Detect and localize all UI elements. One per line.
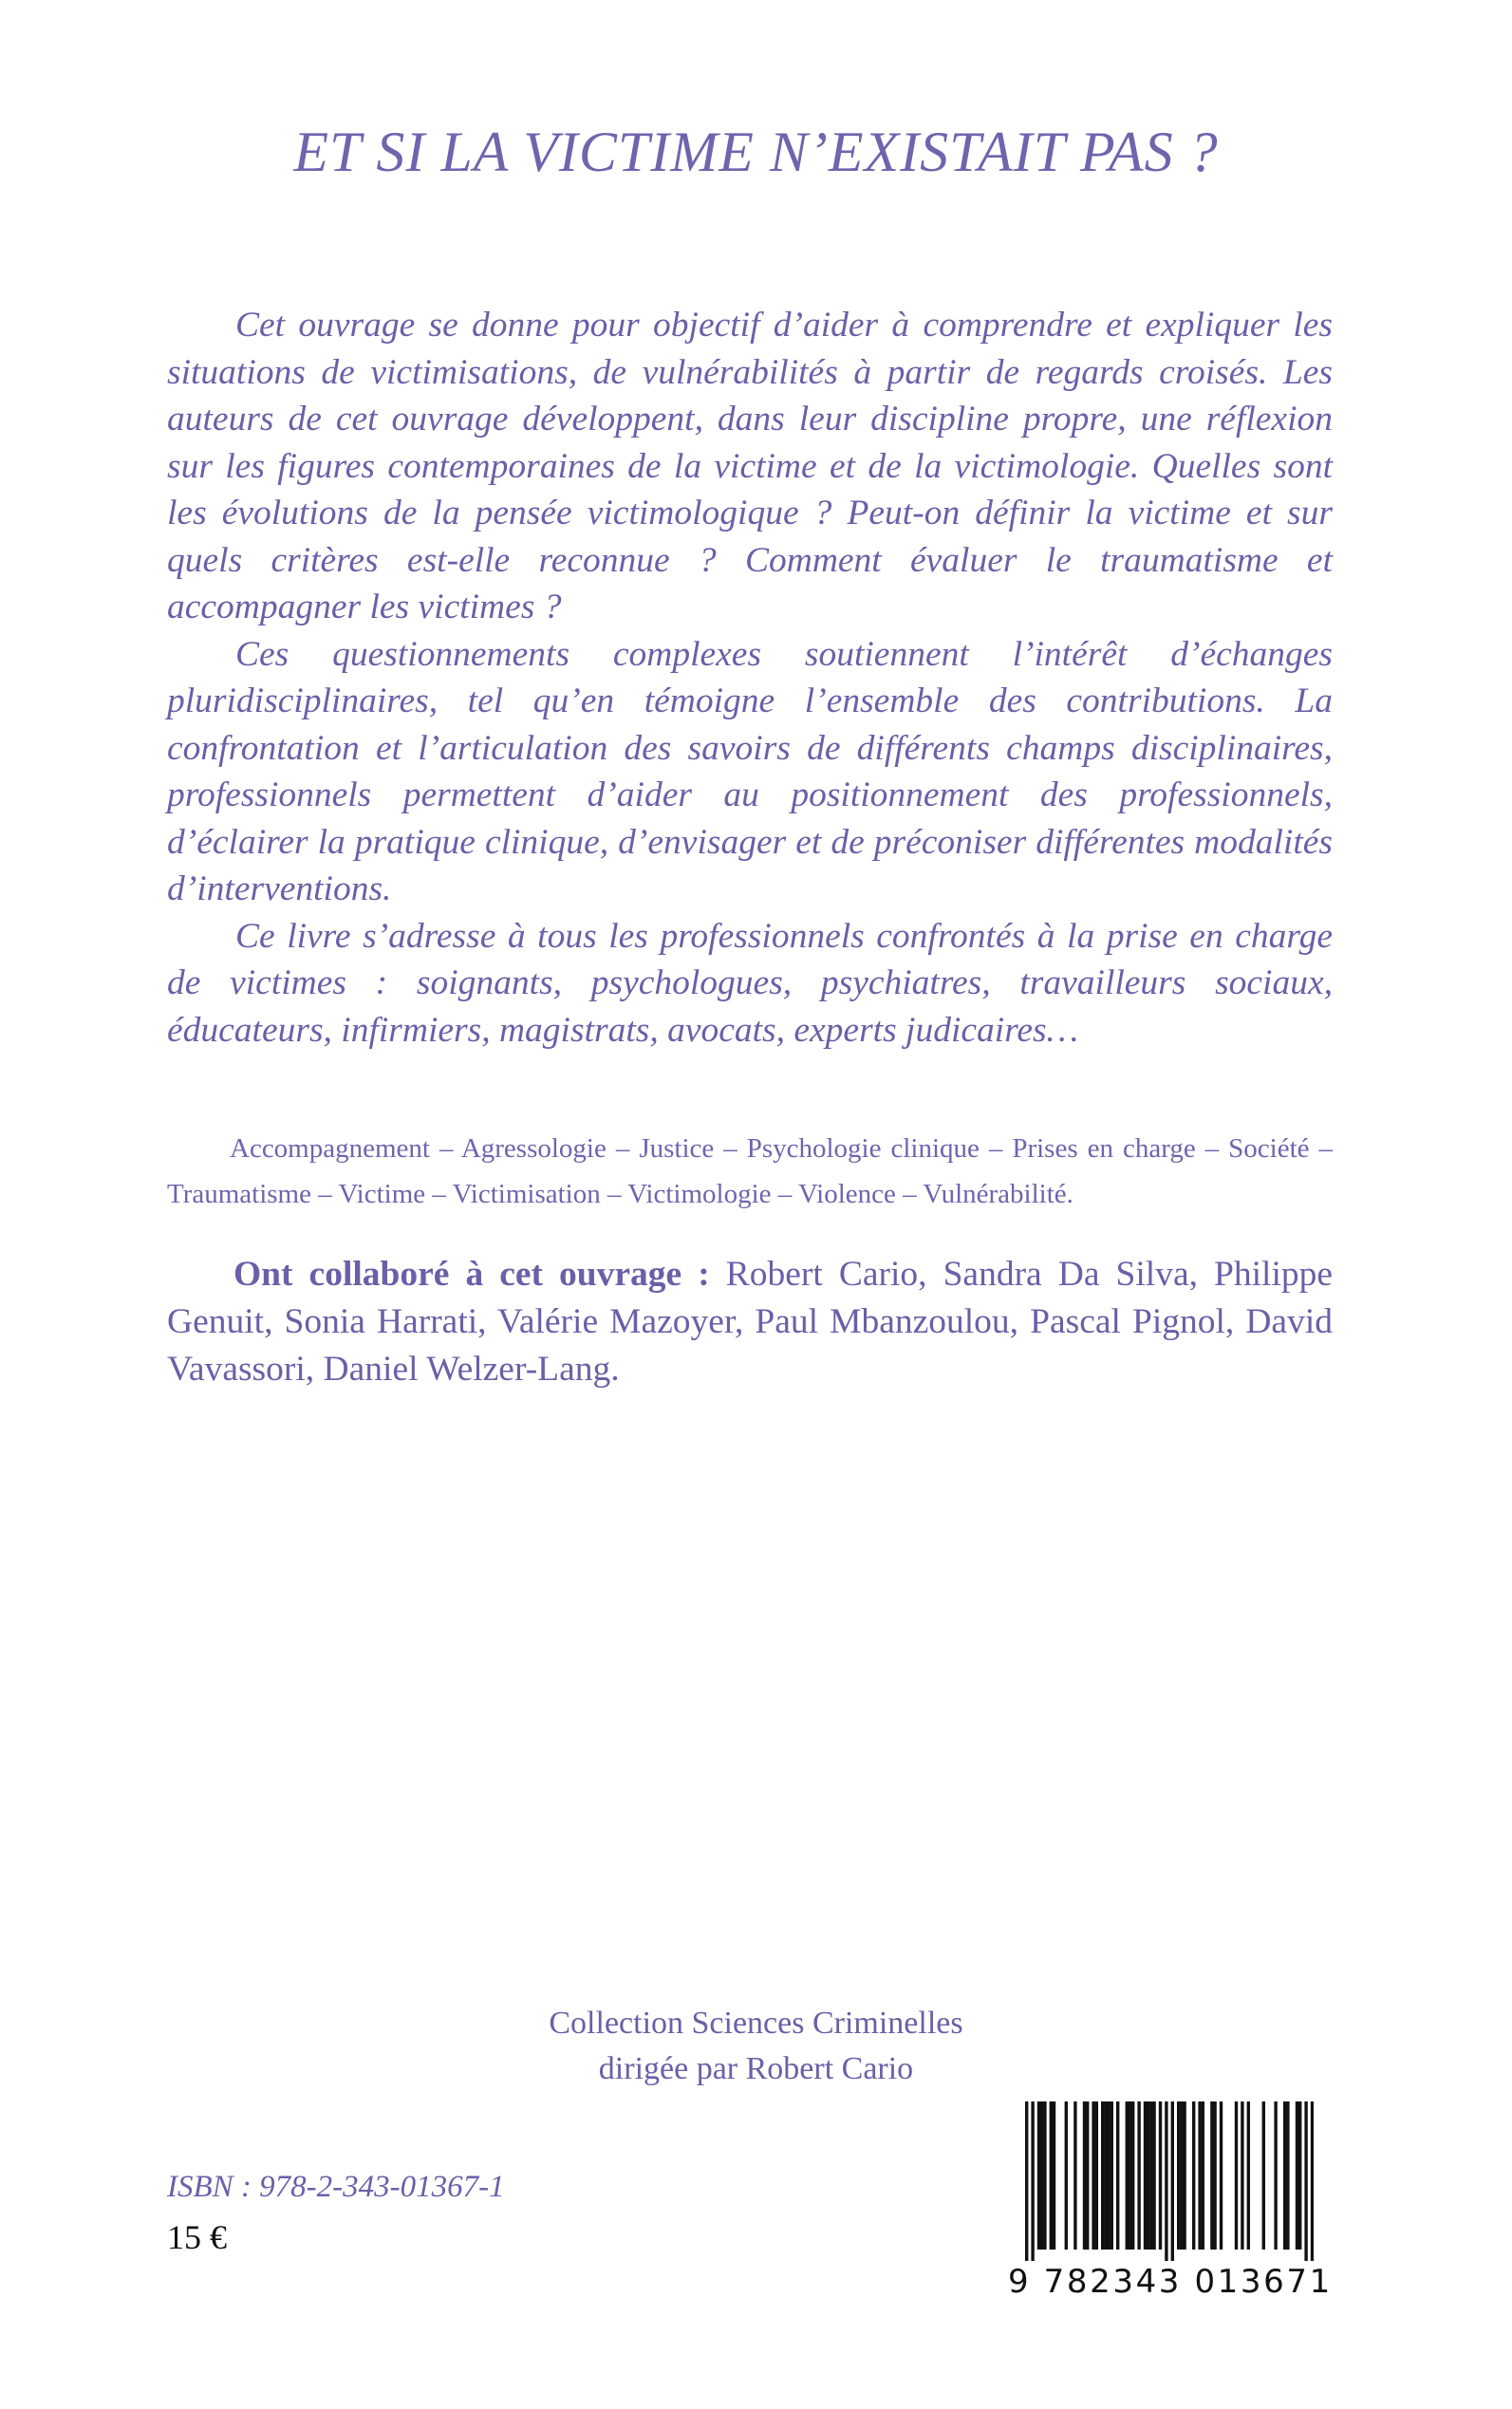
barcode-bars <box>1025 2101 1314 2261</box>
summary-paragraph-1: Cet ouvrage se donne pour objectif d’aider à comprendre et expliquer les situations de victimisations, de vulnérabilités à partir de regards croisés. Les auteurs de cet ouvrage développent, dans leur discipline propre, une réflexion sur les figures contemporaines de la victime et de la victimologie. Quelles sont les évolutions de la pensée victimologique ? Peut-on définir la victime et sur quels critères est-elle reconnue ? Comment évaluer le traumatisme et accompagner les victimes ? <box>167 306 1333 626</box>
barcode-bar <box>1095 2101 1098 2250</box>
barcode-bar <box>1144 2101 1147 2250</box>
barcode-bar <box>1092 2101 1094 2250</box>
barcode-bar <box>1083 2101 1086 2250</box>
barcode-bar <box>1262 2101 1265 2250</box>
barcode-bar <box>1101 2101 1104 2250</box>
barcode-image <box>1025 2101 1314 2261</box>
barcode-bar <box>1198 2101 1201 2250</box>
barcode-bar <box>1210 2101 1213 2250</box>
barcode-bar <box>1283 2101 1286 2250</box>
barcode-bar <box>1235 2101 1238 2250</box>
summary-paragraph-3: Ce livre s’adresse à tous les professionnels confrontés à la prise en charge de victimes : soignants, psychologues, psychiatres, travailleurs sociaux, éducateurs, infirmiers, magistrats, avocats, experts judicaires… <box>167 916 1333 1050</box>
barcode-bar <box>1053 2101 1055 2250</box>
price-text: 15 € <box>167 2218 227 2256</box>
barcode-digits: 9 782343 013671 <box>1008 2263 1333 2301</box>
barcode-bar <box>1116 2101 1119 2250</box>
barcode-bar <box>1043 2101 1046 2250</box>
barcode-bar <box>1298 2101 1301 2250</box>
barcode-bar <box>1031 2101 1034 2261</box>
barcode-bar <box>1220 2101 1223 2250</box>
barcode-bar <box>1180 2101 1183 2250</box>
barcode-bar <box>1104 2101 1107 2250</box>
barcode-bar <box>1129 2101 1131 2250</box>
barcode-bar <box>1274 2101 1277 2250</box>
barcode-bar <box>1086 2101 1089 2250</box>
barcode-bar <box>1126 2101 1129 2250</box>
barcode-bar <box>1241 2101 1243 2250</box>
barcode-bar <box>1247 2101 1250 2250</box>
summary-paragraph-2: Ces questionnements complexes soutiennent l’intérêt d’échanges pluridisciplinaires, tel qu’en témoigne l’ensemble des contributions. La confrontation et l’articulation des savoirs de différents champs disciplinaires, professionnels permettent d’aider au positionnement des professionnels, d’éclairer la pratique clinique, d’envisager et de préconiser différentes modalités d’interventions. <box>167 634 1333 908</box>
barcode-bar <box>1037 2101 1040 2250</box>
contributors-block <box>167 1251 1333 1393</box>
collection-director: dirigée par Robert Cario <box>598 2051 914 2086</box>
back-cover-title: ET SI LA VICTIME N’EXISTAIT PAS ? <box>293 121 1219 183</box>
barcode-bar <box>1296 2101 1298 2250</box>
barcode-bar <box>1304 2101 1307 2261</box>
collection-name: Collection Sciences Criminelles <box>549 2006 963 2041</box>
barcode-bar <box>1159 2101 1162 2250</box>
barcode-bar <box>1050 2101 1053 2250</box>
barcode-bar <box>1311 2101 1314 2261</box>
barcode-bar <box>1286 2101 1289 2250</box>
contributors-names: Robert Cario, Sandra Da Silva, Philippe Genuit, Sonia Harrati, Valérie Mazoyer, Paul Mbanzoulou, Pascal Pignol, David Vavassori, Daniel Welzer-Lang. <box>167 1255 1334 1389</box>
barcode-bar <box>1111 2101 1113 2250</box>
barcode-bar <box>1177 2101 1180 2250</box>
barcode-bar <box>1171 2101 1174 2261</box>
barcode-bar <box>1040 2101 1043 2250</box>
barcode-bar <box>1165 2101 1167 2261</box>
barcode-bar <box>1149 2101 1152 2250</box>
summary-block <box>167 302 1333 1054</box>
keywords-list: Accompagnement – Agressologie – Justice – Psychologie clinique – Prises en charge – Société – Traumatisme – Victime – Victimisation – Victimologie – Violence – Vulnérabilité. <box>167 1133 1333 1209</box>
barcode-bar <box>1192 2101 1195 2250</box>
barcode-bar <box>1183 2101 1185 2250</box>
barcode-bar <box>1073 2101 1076 2250</box>
barcode-bar <box>1202 2101 1204 2250</box>
barcode-bar <box>1107 2101 1110 2250</box>
contributors-heading: Ont collaboré à cet ouvrage : <box>233 1255 710 1294</box>
isbn-text: ISBN : 978-2-343-01367-1 <box>167 2170 505 2204</box>
barcode-bar <box>1065 2101 1068 2250</box>
barcode-bar <box>1213 2101 1216 2250</box>
barcode-bar <box>1152 2101 1155 2250</box>
barcode-bar <box>1131 2101 1134 2250</box>
barcode-bar <box>1137 2101 1140 2250</box>
barcode-bar <box>1147 2101 1149 2250</box>
collection-info <box>0 2001 1512 2092</box>
barcode-bar <box>1025 2101 1028 2261</box>
